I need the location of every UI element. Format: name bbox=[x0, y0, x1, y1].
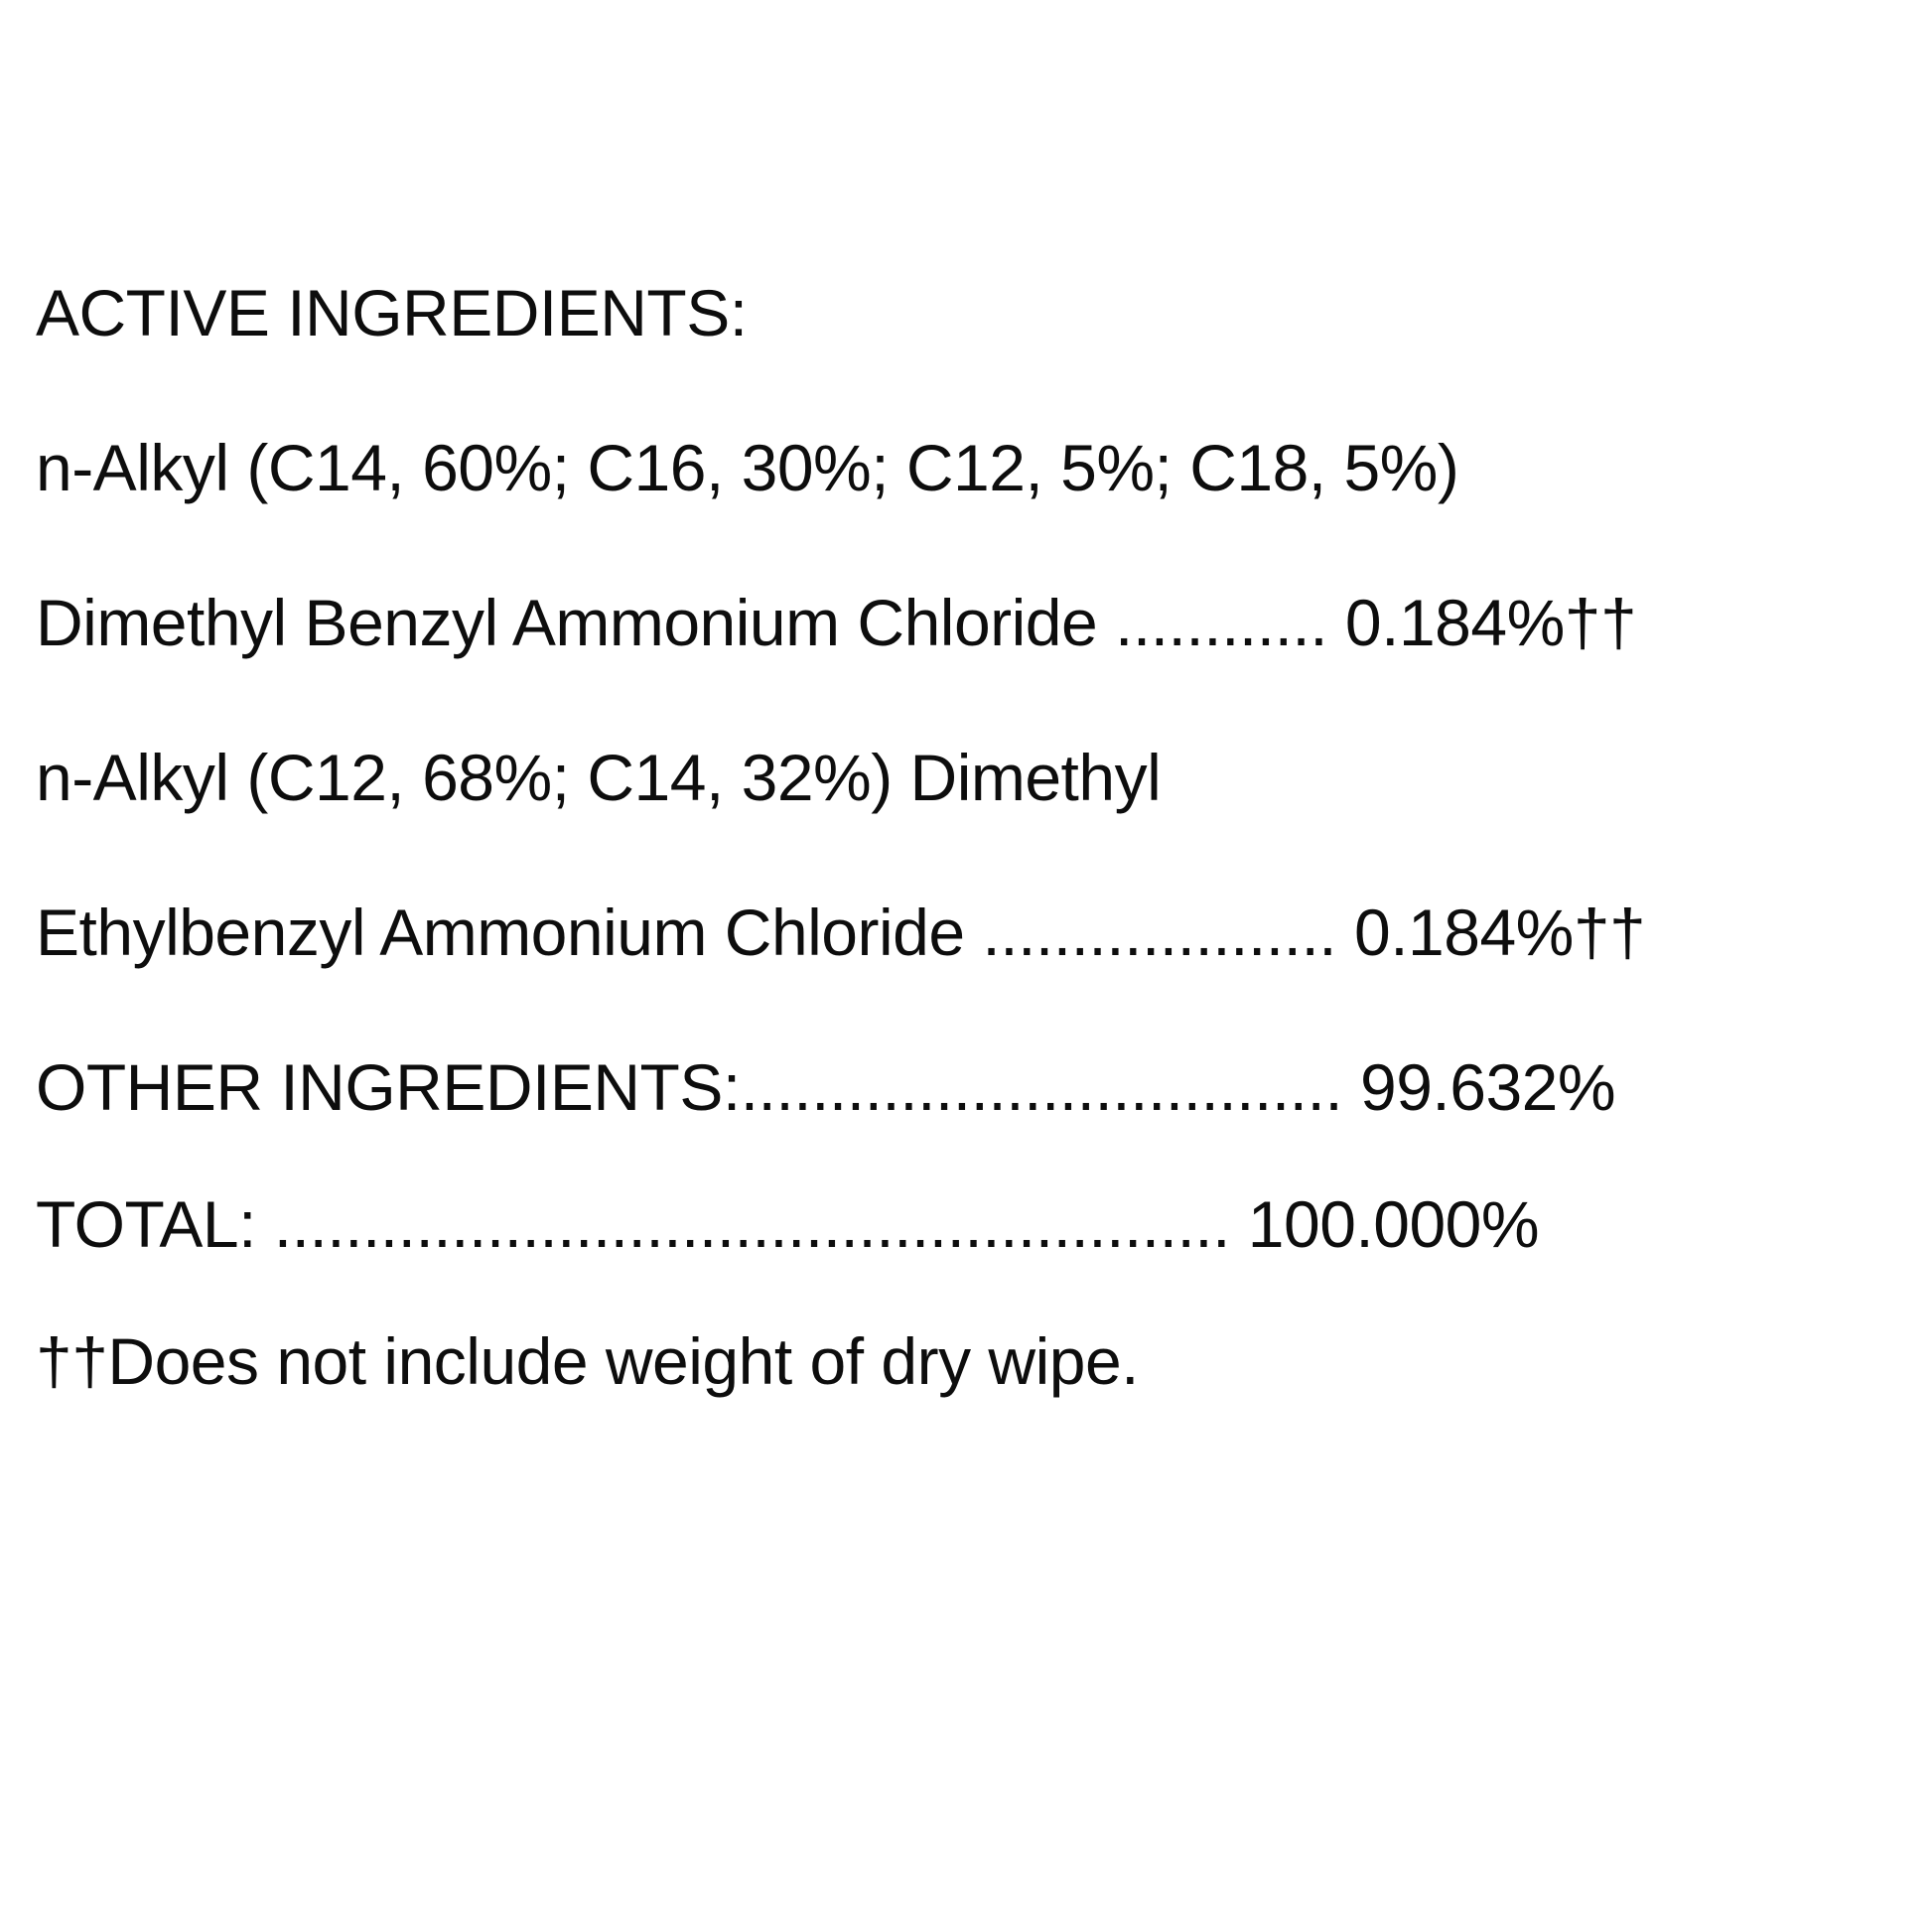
other-ingredients-row: OTHER INGREDIENTS:.................................. 99.632% bbox=[36, 1050, 1616, 1124]
active-ingredient-2-name: n-Alkyl (C12, 68%; C14, 32%) Dimethyl bbox=[36, 741, 1162, 814]
ingredients-text-block bbox=[36, 276, 1902, 1398]
active-ingredient-1-value: Dimethyl Benzyl Ammonium Chloride ............ 0.184%†† bbox=[36, 586, 1637, 659]
active-ingredients-heading: ACTIVE INGREDIENTS: bbox=[36, 276, 748, 349]
active-ingredient-2-value: Ethylbenzyl Ammonium Chloride .................... 0.184%†† bbox=[36, 896, 1646, 969]
active-ingredient-1-name: n-Alkyl (C14, 60%; C16, 30%; C12, 5%; C18, 5%) bbox=[36, 431, 1459, 504]
total-row: TOTAL: ...................................................... 100.000% bbox=[36, 1187, 1540, 1261]
footnote-dry-wipe: ††Does not include weight of dry wipe. bbox=[36, 1324, 1139, 1398]
